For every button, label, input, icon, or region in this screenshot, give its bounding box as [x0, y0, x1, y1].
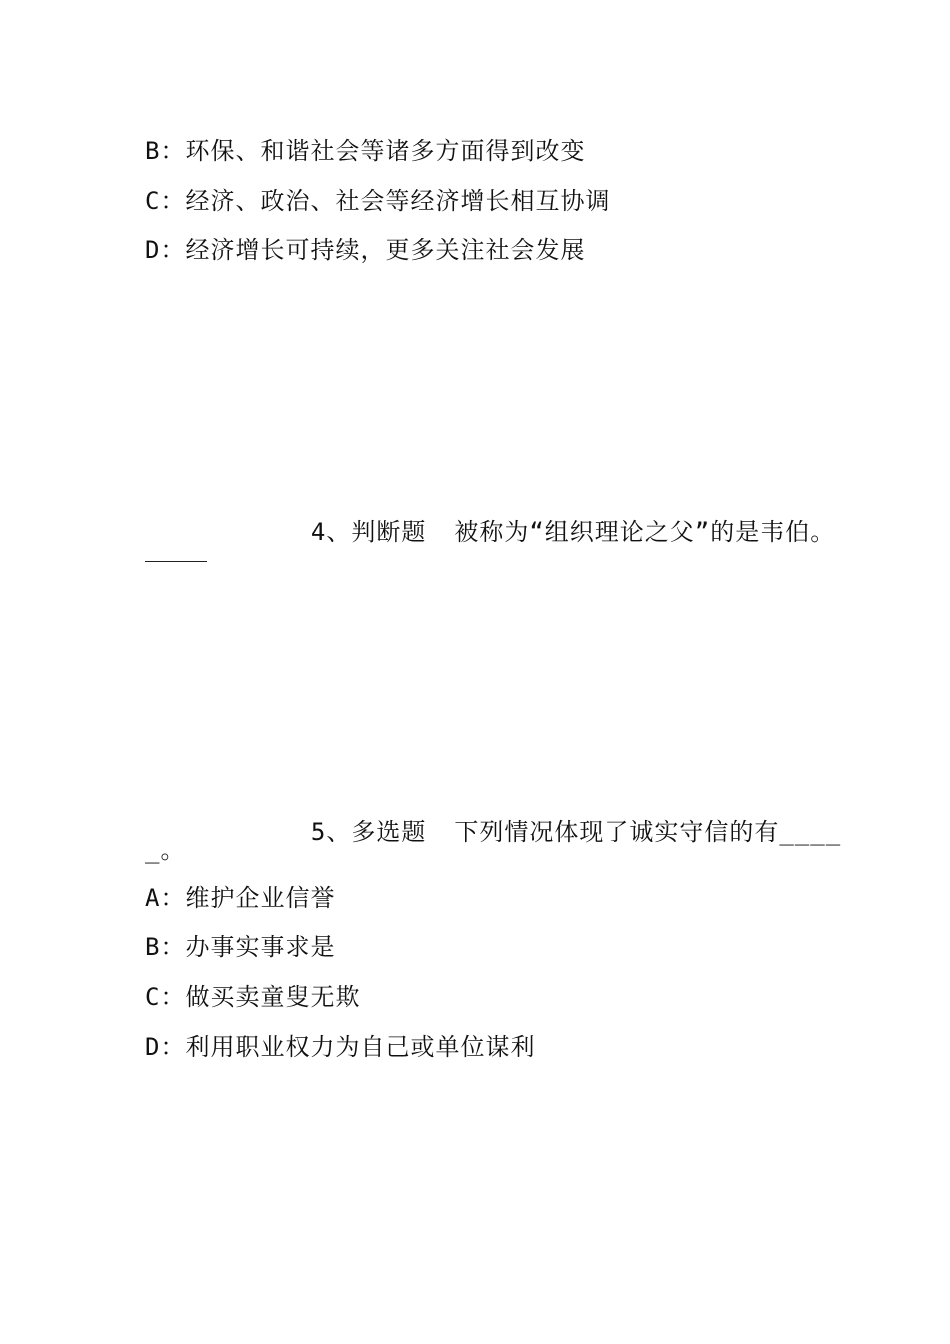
q4-label: 4、判断题 [310, 518, 427, 546]
q5-option-c: C：做买卖童叟无欺 [145, 983, 361, 1011]
q3-option-c: C：经济、政治、社会等经济增长相互协调 [145, 187, 611, 215]
q5-option-a: A：维护企业信誉 [145, 884, 336, 912]
q4-heading [280, 484, 835, 548]
q5-option-b: B：办事实事求是 [145, 933, 336, 961]
q5-continuation: _。 [145, 836, 186, 864]
q5-option-d: D：利用职业权力为自己或单位谋利 [145, 1033, 536, 1061]
q4-answer-blank [145, 561, 207, 562]
q5-label: 5、多选题 [310, 818, 427, 846]
q5-text: 下列情况体现了诚实守信的有____ [454, 818, 842, 846]
q3-option-b: B：环保、和谐社会等诸多方面得到改变 [145, 137, 586, 165]
q4-text: 被称为“组织理论之父”的是韦伯。 [454, 518, 836, 546]
q5-heading [280, 784, 841, 848]
q3-option-d: D：经济增长可持续，更多关注社会发展 [145, 236, 586, 264]
